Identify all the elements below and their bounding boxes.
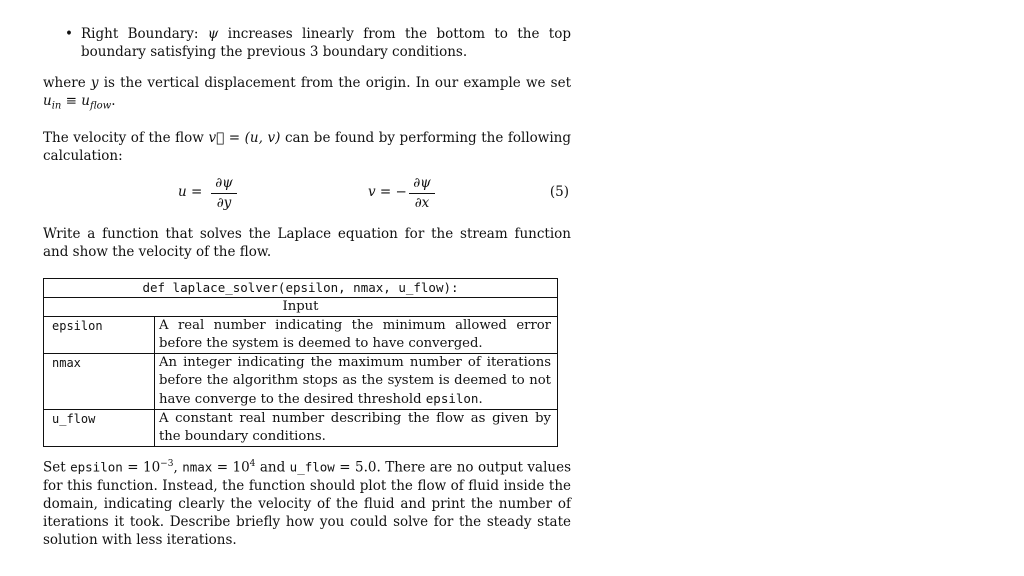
inline-code-uflow: u_flow: [289, 459, 335, 475]
paragraph-velocity: [43, 129, 571, 165]
where-text-2: is the vertical displacement from the origin. In our example we set: [103, 75, 572, 91]
inline-code: epsilon: [425, 391, 479, 406]
fraction-bar: [409, 193, 435, 194]
fraction-denominator: ∂y: [216, 195, 232, 211]
set-text-2: = 10: [127, 459, 161, 476]
eq-v-lhs: v = −: [368, 184, 407, 200]
equation-5: [43, 173, 571, 215]
param-name: u_flow: [44, 410, 155, 447]
inline-code-nmax: nmax: [182, 459, 213, 475]
bullet-text: [81, 25, 571, 61]
u-flow-subscript: flow: [89, 100, 112, 112]
param-description: A real number indicating the minimum allowed error before the system is deemed to have converged.: [155, 317, 558, 354]
eq-u-lhs: u =: [178, 184, 203, 200]
fraction-dpsi-dy: [211, 175, 237, 212]
param-description: [155, 354, 558, 410]
table-row: [44, 279, 558, 298]
fraction-denominator: ∂x: [414, 195, 430, 211]
bullet-lead: Right Boundary:: [81, 26, 199, 42]
exponent-nmax: 4: [249, 459, 256, 469]
param-description: A constant real number describing the flow as given by the boundary conditions.: [155, 410, 558, 447]
set-text-4: = 10: [216, 459, 250, 476]
velocity-vector-symbol: v⃗: [208, 130, 225, 146]
set-text-3: ,: [173, 459, 178, 476]
paragraph-where: [43, 74, 571, 116]
table-row: [44, 317, 558, 354]
where-text-1: where: [43, 75, 86, 91]
set-text-5: and: [259, 459, 286, 476]
y-symbol: y: [90, 75, 99, 91]
exponent-epsilon: −3: [160, 459, 174, 469]
function-spec-table: [43, 278, 558, 447]
param-name: epsilon: [44, 317, 155, 354]
fraction-bar: [211, 193, 237, 194]
table-row: [44, 298, 558, 317]
u-flow-symbol: u: [81, 93, 90, 109]
bullet-dot: •: [65, 26, 73, 42]
param-name: nmax: [44, 354, 155, 410]
function-signature: def laplace_solver(epsilon, nmax, u_flow):: [44, 279, 558, 298]
fraction-numerator: ∂ψ: [413, 175, 431, 191]
set-text-1: Set: [43, 459, 66, 476]
paragraph-set: [43, 455, 571, 549]
psi-symbol: ψ: [207, 26, 219, 42]
param-description-end: .: [478, 392, 483, 407]
velocity-components: = (u, v): [228, 130, 281, 146]
fraction-dpsi-dx: [409, 175, 435, 212]
set-text-6: = 5.0. There are no output values for this function. Instead, the function should plot the flow of fluid inside the domain, indicating clearly the velocity of the fluid and print the number of iterations it took. Describe briefly how you could solve for the steady state solution with less iterations.: [43, 459, 571, 548]
u-in-subscript: in: [51, 100, 62, 112]
bullet-body: increases linearly from the bottom to the top boundary satisfying the previous 3 boundary conditions.: [81, 26, 572, 60]
u-in-symbol: u: [43, 93, 52, 109]
inline-code-epsilon: epsilon: [70, 459, 123, 475]
equation-number: (5): [549, 184, 569, 200]
equiv-symbol: ≡: [65, 93, 77, 109]
section-header: Input: [44, 298, 558, 317]
paragraph-task: Write a function that solves the Laplace equation for the stream function and show the velocity of the flow.: [43, 226, 571, 260]
table-row: [44, 354, 558, 410]
fraction-numerator: ∂ψ: [215, 175, 233, 191]
velocity-text-1: The velocity of the flow: [43, 130, 204, 146]
param-description-text: An integer indicating the maximum number of iterations before the algorithm stops as the system is deemed to not have converge to the desired threshold: [159, 355, 551, 407]
table-row: [44, 410, 558, 447]
velocity-text-2: can be found by performing the following calculation:: [43, 130, 572, 164]
where-end: .: [111, 93, 116, 109]
